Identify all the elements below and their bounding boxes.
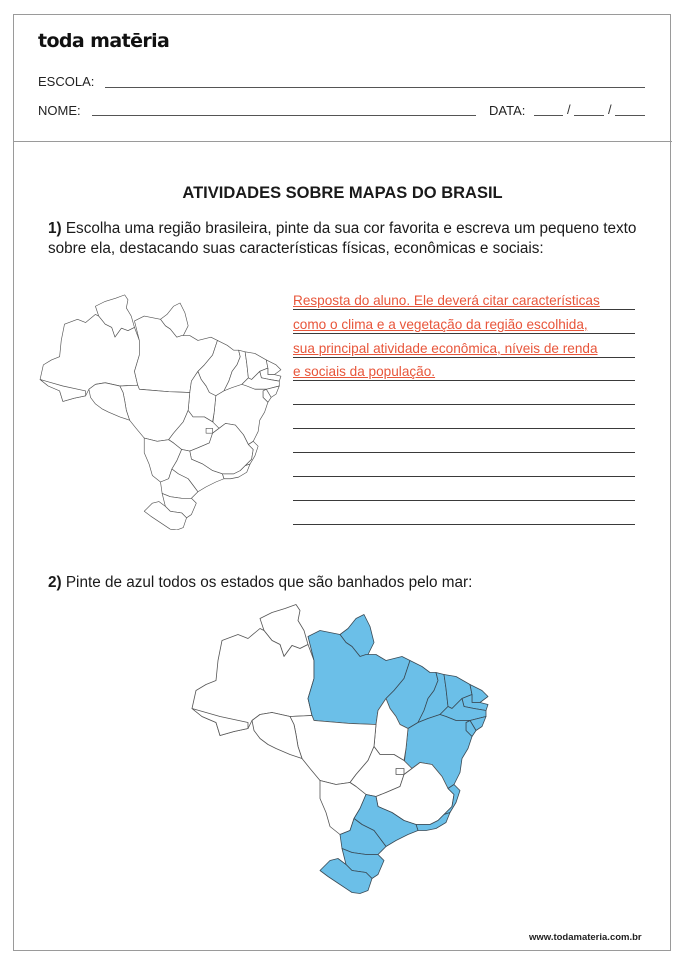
logo: toda matēria [38, 30, 170, 52]
question-2 [48, 573, 643, 593]
brazil-map-blank[interactable] [38, 290, 283, 530]
answer-line[interactable] [293, 309, 635, 310]
question-1 [48, 219, 643, 259]
date-label: DATA: [489, 103, 526, 118]
answer-line[interactable] [293, 524, 635, 525]
answer-text-line: e sociais da população. [293, 364, 436, 379]
date-separator: / [567, 102, 571, 117]
answer-text-line: como o clima e a vegetação da região escolhida, [293, 317, 588, 332]
footer-url: www.todamateria.com.br [529, 932, 642, 943]
answer-text-line: Resposta do aluno. Ele deverá citar características [293, 293, 600, 308]
question-1-number: 1) [48, 220, 62, 237]
brazil-map-coastal[interactable] [190, 597, 490, 895]
name-label: NOME: [38, 103, 81, 118]
date-separator: / [608, 102, 612, 117]
school-label: ESCOLA: [38, 74, 95, 89]
answer-line[interactable] [293, 476, 635, 477]
date-month-field[interactable] [574, 115, 604, 116]
answer-line[interactable] [293, 452, 635, 453]
answer-line[interactable] [293, 357, 635, 358]
answer-line[interactable] [293, 333, 635, 334]
state-rn[interactable] [266, 360, 281, 375]
page-title: ATIVIDADES SOBRE MAPAS DO BRASIL [182, 184, 503, 202]
answer-line[interactable] [293, 428, 635, 429]
name-field[interactable] [92, 115, 476, 116]
state-df[interactable] [396, 769, 404, 775]
state-df[interactable] [206, 428, 213, 433]
question-1-text: Escolha uma região brasileira, pinte da sua cor favorita e escreva um pequeno texto sobre ela, destacando suas características físicas, econômicas e sociais: [48, 220, 637, 257]
answer-line[interactable] [293, 500, 635, 501]
school-field[interactable] [105, 87, 645, 88]
answer-text-line: sua principal atividade econômica, níveis de renda [293, 341, 598, 356]
answer-line[interactable] [293, 380, 635, 381]
question-2-text: Pinte de azul todos os estados que são banhados pelo mar: [61, 574, 473, 591]
date-day-field[interactable] [534, 115, 563, 116]
date-year-field[interactable] [615, 115, 645, 116]
header-divider [13, 141, 672, 142]
question-2-number: 2) [48, 574, 62, 591]
answer-line[interactable] [293, 404, 635, 405]
state-rn[interactable] [470, 685, 488, 703]
